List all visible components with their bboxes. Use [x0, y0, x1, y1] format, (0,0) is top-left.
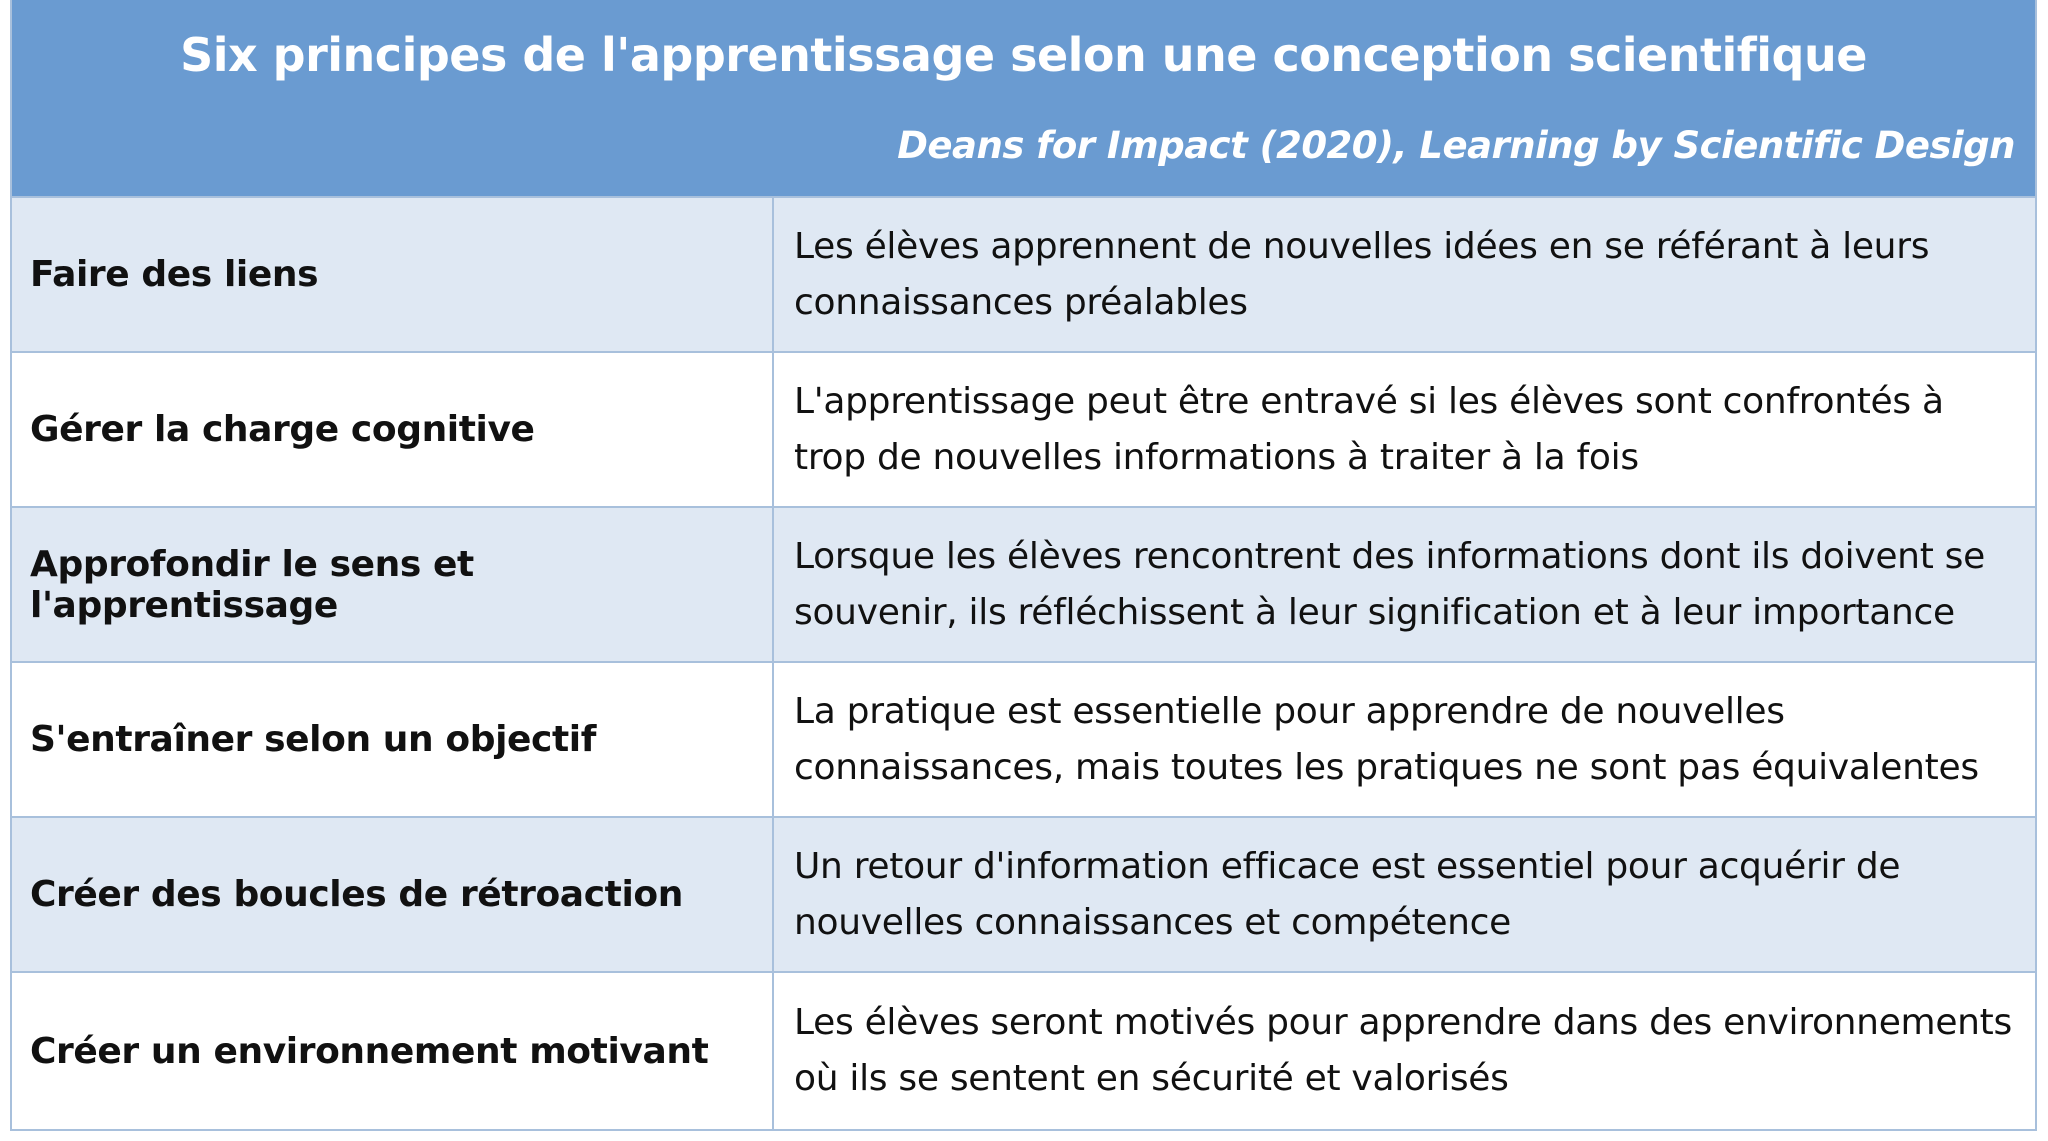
principle-name: S'entraîner selon un objectif — [12, 663, 774, 816]
principle-name: Faire des liens — [12, 198, 774, 351]
principle-description: Un retour d'information efficace est essentiel pour acquérir de nouvelles connaissances et compétence — [794, 845, 1901, 943]
table-row — [12, 508, 2035, 663]
principle-name: Créer un environnement motivant — [12, 973, 774, 1129]
table-row — [12, 818, 2035, 973]
principle-description: La pratique est essentielle pour apprendre de nouvelles connaissances, mais toutes les pratiques ne sont pas équivalentes — [794, 690, 1979, 788]
table-row — [12, 663, 2035, 818]
principles-table — [10, 0, 2037, 1131]
principle-description: Les élèves apprennent de nouvelles idées en se référant à leurs connaissances préalables — [794, 225, 1930, 323]
table-row — [12, 198, 2035, 353]
principle-name: Approfondir le sens et l'apprentissage — [12, 508, 774, 661]
table-header — [12, 0, 2035, 198]
principle-description: Les élèves seront motivés pour apprendre dans des environnements où ils se sentent en sécurité et valorisés — [794, 1002, 2012, 1099]
table-title: Six principes de l'apprentissage selon une conception scientifique — [180, 28, 1867, 82]
table-source-citation: Deans for Impact (2020), Learning by Scientific Design — [897, 124, 2015, 167]
principle-name: Créer des boucles de rétroaction — [12, 818, 774, 971]
table-row — [12, 973, 2035, 1129]
principle-name: Gérer la charge cognitive — [12, 353, 774, 506]
principle-description: L'apprentissage peut être entravé si les élèves sont confrontés à trop de nouvelles informations à traiter à la fois — [794, 380, 1944, 478]
principle-description: Lorsque les élèves rencontrent des informations dont ils doivent se souvenir, ils réfléchissent à leur signification et à leur importance — [794, 535, 1985, 633]
table-row — [12, 353, 2035, 508]
